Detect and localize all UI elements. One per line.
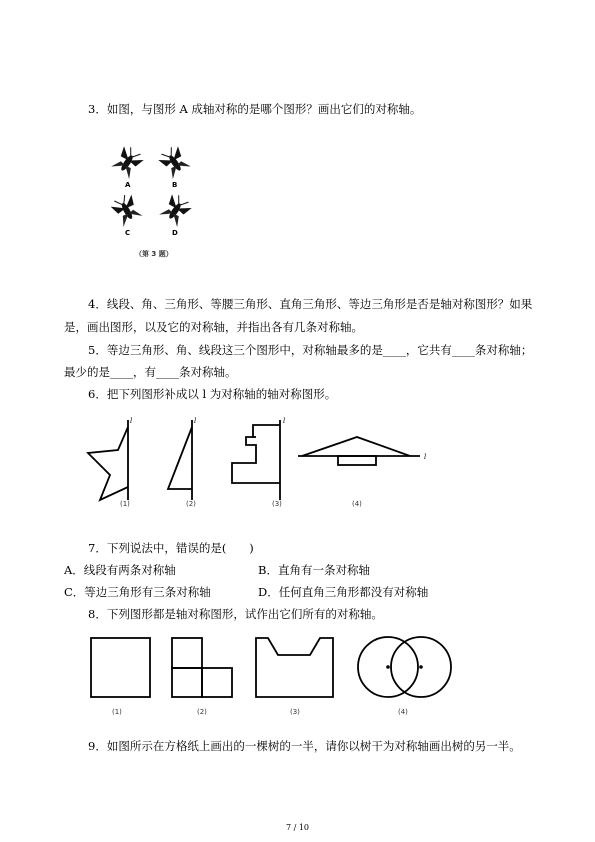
q6-axis-label-4: l [424, 453, 427, 461]
q8-figures [88, 635, 468, 705]
q8-center-dot-2 [419, 665, 423, 669]
label-c: C [125, 229, 131, 237]
q8-caption-1: (1) [112, 708, 122, 716]
insect-d [158, 192, 193, 228]
q8-figure-3 [256, 638, 333, 697]
q9-text: 9．如图所示在方格纸上画出的一棵树的一半，请你以树干为对称轴画出树的另一半。 [88, 739, 521, 753]
q7-option-a: A．线段有两条对称轴 [64, 563, 176, 577]
q7-option-b: B．直角有一条对称轴 [258, 563, 370, 577]
q3-insect-figures [105, 145, 215, 245]
insect-b [157, 145, 192, 180]
q7-option-d: D．任何直角三角形都没有对称轴 [258, 585, 429, 599]
q5-line2: 最少的是____，有____条对称轴。 [64, 365, 237, 379]
q6-axis-label-1: l [130, 417, 133, 425]
q3-caption: （第 3 题） [135, 250, 173, 258]
label-a: A [125, 181, 131, 189]
q6-figure-2 [168, 420, 192, 500]
q8-figure-2 [172, 638, 232, 697]
q6-caption-3: (3) [272, 500, 282, 508]
q6-figure-1 [88, 420, 128, 500]
q6-figure-3 [232, 420, 280, 500]
q6-axis-label-2: l [194, 417, 197, 425]
label-b: B [172, 181, 178, 189]
q6-text: 6．把下列图形补成以 l 为对称轴的轴对称图形。 [88, 387, 337, 401]
insect-c [109, 192, 143, 227]
q8-figure-1 [91, 638, 150, 697]
q3-text: 3．如图，与图形 A 成轴对称的是哪个图形？画出它们的对称轴。 [88, 102, 422, 116]
q6-axis-label-3: l [283, 417, 286, 425]
q6-caption-4: (4) [352, 500, 362, 508]
q8-caption-2: (2) [197, 708, 207, 716]
q8-text: 8．下列图形都是轴对称图形，试作出它们所有的对称轴。 [88, 607, 383, 621]
q7-text: 7．下列说法中，错误的是( ) [88, 541, 254, 555]
q6-figures [80, 415, 440, 515]
q8-caption-4: (4) [398, 708, 408, 716]
q8-figure-4 [358, 637, 451, 697]
q5-line1: 5．等边三角形、角、线段这三个图形中，对称轴最多的是____，它共有____条对称轴； [88, 343, 533, 357]
q6-caption-2: (2) [186, 500, 196, 508]
label-d: D [172, 229, 178, 237]
q6-figure-4 [298, 437, 420, 465]
q6-caption-1: (1) [120, 500, 130, 508]
q4-line2: 是，画出图形，以及它的对称轴，并指出各有几条对称轴。 [64, 320, 363, 334]
q4-line1: 4．线段、角、三角形、等腰三角形、直角三角形、等边三角形是否是轴对称图形？如果 [88, 297, 533, 311]
page-number: 7 / 10 [285, 823, 310, 832]
q7-option-c: C．等边三角形有三条对称轴 [64, 585, 211, 599]
q8-caption-3: (3) [290, 708, 300, 716]
insect-a [110, 145, 145, 180]
q8-center-dot-1 [386, 665, 390, 669]
